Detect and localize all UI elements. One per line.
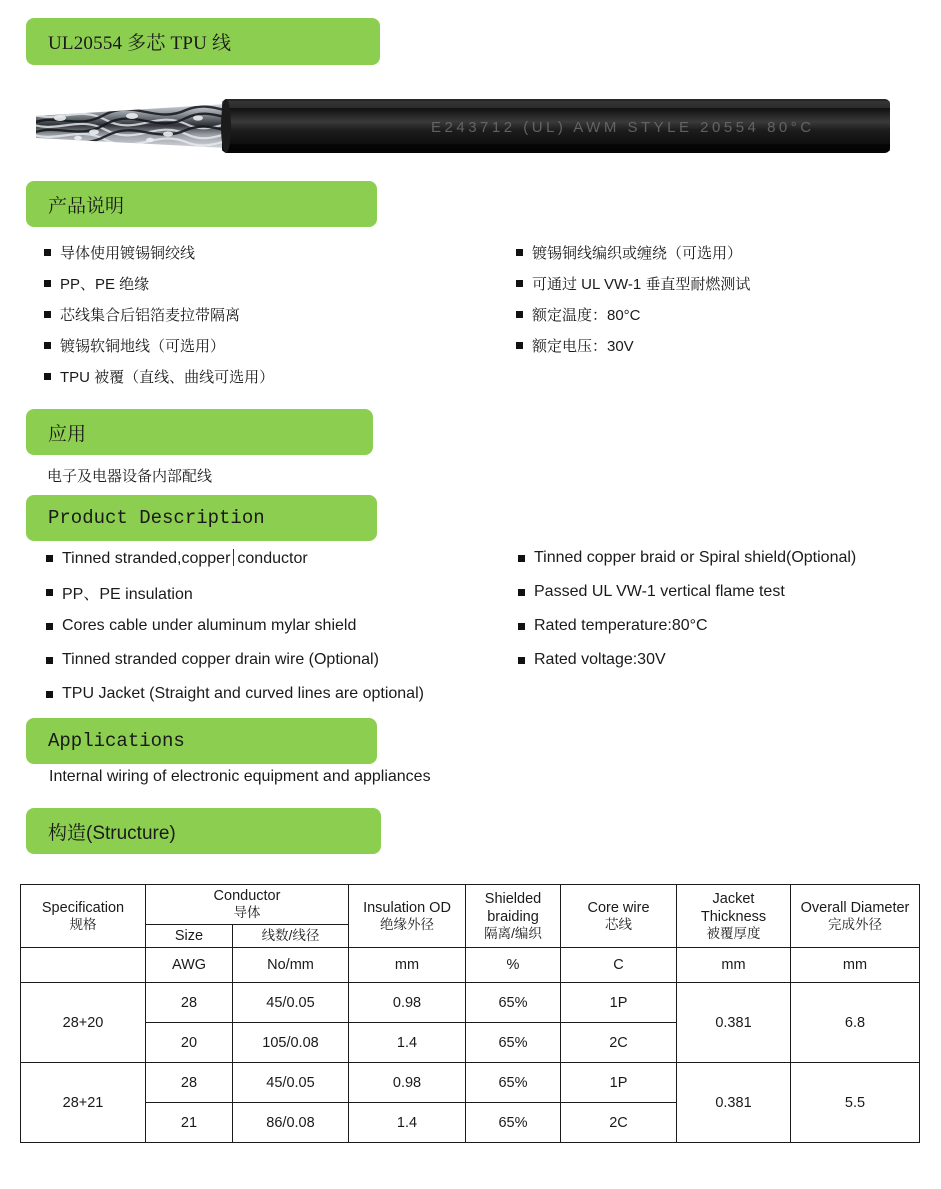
list-item: TPU 被覆（直线、曲线可选用） xyxy=(44,361,274,392)
cell-size: 21 xyxy=(146,1103,233,1143)
unit-shield: % xyxy=(466,948,561,983)
bullet-square-icon xyxy=(46,691,53,698)
cell-shield: 65% xyxy=(466,1063,561,1103)
cell-shield: 65% xyxy=(466,1103,561,1143)
header-conductor: Conductor 导体 xyxy=(146,885,349,925)
applications-en-text: Internal wiring of electronic equipment and appliances xyxy=(49,768,431,785)
cell-no-mm: 105/0.08 xyxy=(233,1023,349,1063)
header-conductor-size: Size xyxy=(146,925,233,948)
section-title-structure: 构造(Structure) xyxy=(48,822,176,844)
header-core-wire: Core wire 芯线 xyxy=(561,885,677,948)
product-description-cn-list-left xyxy=(44,237,274,392)
list-item: PP、PE insulation xyxy=(46,575,424,609)
cell-core: 2C xyxy=(561,1023,677,1063)
list-item: 额定温度：80°C xyxy=(516,299,750,330)
text-caret xyxy=(233,549,234,566)
cable-print-text: E243712 (UL) AWM STYLE 20554 80°C xyxy=(431,119,815,136)
bullet-square-icon xyxy=(516,311,523,318)
cell-shield: 65% xyxy=(466,1023,561,1063)
section-title-cn: 产品说明 xyxy=(48,195,125,217)
cell-core: 1P xyxy=(561,983,677,1023)
bullet-square-icon xyxy=(516,342,523,349)
cell-core: 2C xyxy=(561,1103,677,1143)
product-description-cn-list-right xyxy=(516,237,750,361)
cell-overall-diameter: 6.8 xyxy=(791,983,920,1063)
product-description-en-list-right xyxy=(518,541,856,677)
unit-specification xyxy=(21,948,146,983)
table-units-row xyxy=(21,948,920,983)
header-jacket-thickness: Jacket Thickness 被覆厚度 xyxy=(677,885,791,948)
list-item xyxy=(46,541,424,575)
bullet-square-icon xyxy=(518,623,525,630)
product-description-en-list-left xyxy=(46,541,424,711)
cell-insulation-od: 0.98 xyxy=(349,983,466,1023)
section-title-applications-cn: 应用 xyxy=(48,423,87,445)
section-header-product-description-en xyxy=(26,495,377,541)
bullet-square-icon xyxy=(44,249,51,256)
unit-insulation-od: mm xyxy=(349,948,466,983)
header-insulation-od: Insulation OD 绝缘外径 xyxy=(349,885,466,948)
header-conductor-count-diameter: 线数/线径 xyxy=(233,925,349,948)
section-header-applications-en xyxy=(26,718,377,764)
bullet-square-icon xyxy=(46,589,53,596)
list-item: Cores cable under aluminum mylar shield xyxy=(46,609,424,643)
header-overall-diameter: Overall Diameter 完成外径 xyxy=(791,885,920,948)
bullet-square-icon xyxy=(44,373,51,380)
bullet-square-icon xyxy=(516,280,523,287)
cable-product-photo xyxy=(36,92,890,160)
page-title: UL20554 多芯 TPU 线 xyxy=(48,33,232,54)
list-item: Passed UL VW-1 vertical flame test xyxy=(518,575,856,609)
list-item: TPU Jacket (Straight and curved lines are optional) xyxy=(46,677,424,711)
list-item: 镀锡铜线编织或缠绕（可选用） xyxy=(516,237,750,268)
list-item-label-with-caret: Tinned stranded,copper conductor xyxy=(62,549,308,567)
table-row xyxy=(21,1063,920,1103)
list-item: 导体使用镀锡铜绞线 xyxy=(44,237,274,268)
section-title-applications-en: Applications xyxy=(48,730,185,752)
cell-no-mm: 45/0.05 xyxy=(233,983,349,1023)
unit-overall: mm xyxy=(791,948,920,983)
bullet-square-icon xyxy=(44,280,51,287)
list-item: Tinned copper braid or Spiral shield(Optional) xyxy=(518,541,856,575)
product-title-bar xyxy=(26,18,380,65)
bullet-square-icon xyxy=(46,555,53,562)
cell-size: 28 xyxy=(146,1063,233,1103)
list-item: 可通过 UL VW-1 垂直型耐燃测试 xyxy=(516,268,750,299)
cell-insulation-od: 1.4 xyxy=(349,1023,466,1063)
structure-table xyxy=(20,884,920,1143)
list-item: 芯线集合后铝箔麦拉带隔离 xyxy=(44,299,274,330)
list-item: Tinned stranded copper drain wire (Optional) xyxy=(46,643,424,677)
bullet-square-icon xyxy=(46,623,53,630)
section-title-en: Product Description xyxy=(48,507,265,529)
bullet-square-icon xyxy=(518,657,525,664)
cell-jacket-thickness: 0.381 xyxy=(677,1063,791,1143)
bullet-square-icon xyxy=(518,589,525,596)
cell-core: 1P xyxy=(561,1063,677,1103)
list-item: Rated voltage:30V xyxy=(518,643,856,677)
cell-insulation-od: 0.98 xyxy=(349,1063,466,1103)
unit-core: C xyxy=(561,948,677,983)
cell-no-mm: 45/0.05 xyxy=(233,1063,349,1103)
cell-overall-diameter: 5.5 xyxy=(791,1063,920,1143)
cell-specification: 28+21 xyxy=(21,1063,146,1143)
unit-jacket: mm xyxy=(677,948,791,983)
bullet-square-icon xyxy=(46,657,53,664)
cell-jacket-thickness: 0.381 xyxy=(677,983,791,1063)
bullet-square-icon xyxy=(44,342,51,349)
list-item: 镀锡软铜地线（可选用） xyxy=(44,330,274,361)
list-item: 额定电压：30V xyxy=(516,330,750,361)
bullet-square-icon xyxy=(44,311,51,318)
list-item: PP、PE 绝缘 xyxy=(44,268,274,299)
table-header-row-1 xyxy=(21,885,920,925)
section-header-product-description-cn xyxy=(26,181,377,227)
bullet-square-icon xyxy=(518,555,525,562)
unit-size: AWG xyxy=(146,948,233,983)
cell-size: 28 xyxy=(146,983,233,1023)
cell-specification: 28+20 xyxy=(21,983,146,1063)
section-header-structure xyxy=(26,808,381,854)
applications-cn-text: 电子及电器设备内部配线 xyxy=(47,468,213,485)
cell-shield: 65% xyxy=(466,983,561,1023)
header-shielded-braiding: Shielded braiding 隔离/编织 xyxy=(466,885,561,948)
table-row xyxy=(21,983,920,1023)
section-header-applications-cn xyxy=(26,409,373,455)
cell-no-mm: 86/0.08 xyxy=(233,1103,349,1143)
cell-size: 20 xyxy=(146,1023,233,1063)
unit-no-mm: No/mm xyxy=(233,948,349,983)
header-specification: Specification 规格 xyxy=(21,885,146,948)
list-item: Rated temperature:80°C xyxy=(518,609,856,643)
cell-insulation-od: 1.4 xyxy=(349,1103,466,1143)
bullet-square-icon xyxy=(516,249,523,256)
